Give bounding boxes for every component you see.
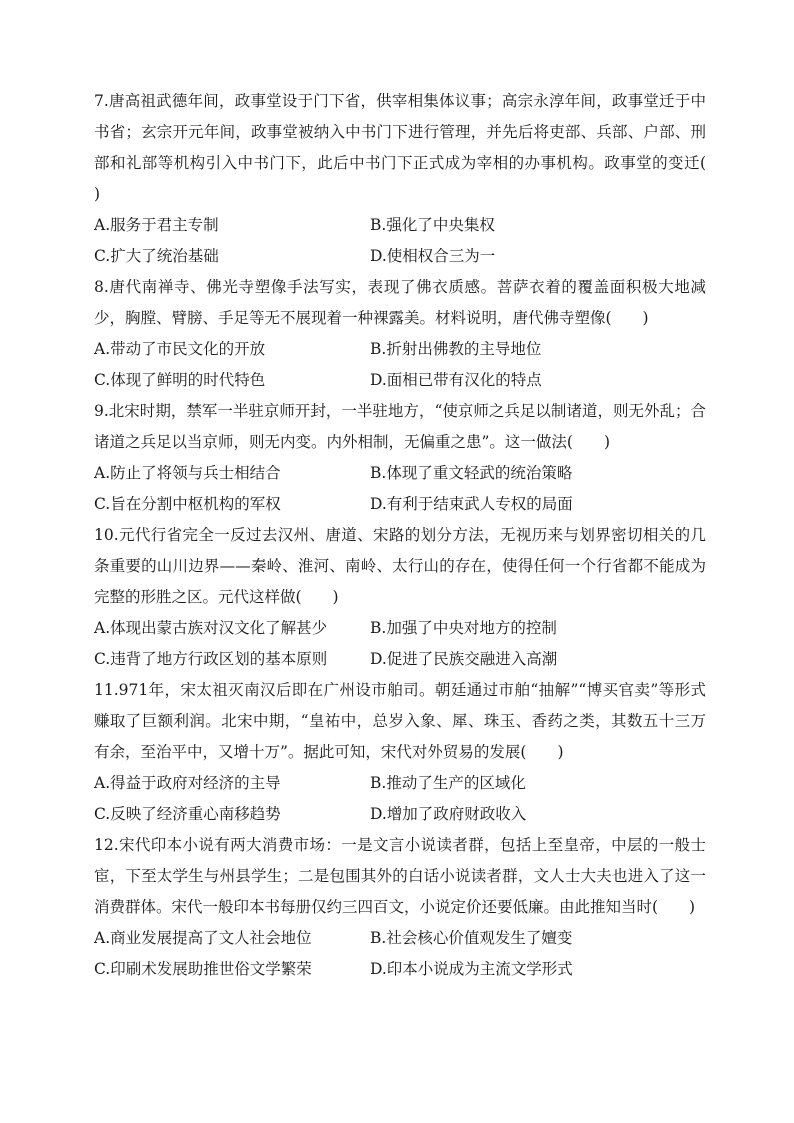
option-c: C.反映了经济重心南移趋势 [94, 805, 281, 823]
question-stem: 9.北宋时期，禁军一半驻京师开封，一半驻地方，“使京师之兵足以制诸道，则无外乱；合诸道之兵足以当京师，则无内变。内外相制，无偏重之患”。这一做法( ) [94, 402, 706, 451]
option-row [94, 768, 706, 799]
option-row [94, 334, 706, 365]
option-c: C.体现了鲜明的时代特色 [94, 371, 266, 389]
option-c: C.扩大了统治基础 [94, 247, 219, 265]
option-b: B.推动了生产的区域化 [370, 774, 526, 792]
option-d: D.印本小说成为主流文学形式 [370, 960, 573, 978]
option-c: C.旨在分割中枢机构的军权 [94, 495, 281, 513]
option-a: A.得益于政府对经济的主导 [94, 774, 281, 792]
option-a: A.商业发展提高了文人社会地位 [94, 929, 312, 947]
option-row [94, 489, 706, 520]
option-row [94, 954, 706, 985]
option-row [94, 613, 706, 644]
exam-page [94, 86, 738, 985]
option-d: D.有利于结束武人专权的局面 [370, 495, 573, 513]
question-stem: 7.唐高祖武德年间，政事堂设于门下省，供宰相集体议事；高宗永淳年间，政事堂迁于中书省；玄宗开元年间，政事堂被纳入中书门下进行管理，并先后将吏部、兵部、户部、刑部和礼部等机构引入中书门下，此后中书门下正式成为宰相的办事机构。政事堂的变迁( ) [94, 92, 738, 203]
question-stem: 10.元代行省完全一反过去汉州、唐道、宋路的划分方法，无视历来与划界密切相关的几条重要的山川边界——秦岭、淮河、南岭、太行山的存在，使得任何一个行省都不能成为完整的形胜之区。元代这样做( ) [94, 526, 706, 606]
option-a: A.体现出蒙古族对汉文化了解甚少 [94, 619, 328, 637]
question-11 [94, 675, 706, 830]
option-row [94, 458, 706, 489]
question-stem: 12.宋代印本小说有两大消费市场：一是文言小说读者群，包括上至皇帝，中层的一般士宦，下至太学生与州县学生；二是包围其外的白话小说读者群，文人士大夫也进入了这一消费群体。宋代一般印本书每册仅约三四百文，小说定价还要低廉。由此推知当时( ) [94, 836, 706, 916]
option-c: C.违背了地方行政区划的基本原则 [94, 650, 328, 668]
option-b: B.社会核心价值观发生了嬗变 [370, 929, 573, 947]
option-d: D.使相权合三为一 [370, 247, 496, 265]
option-b: B.加强了中央对地方的控制 [370, 619, 557, 637]
question-10 [94, 520, 706, 675]
option-d: D.增加了政府财政收入 [370, 805, 527, 823]
option-row [94, 799, 706, 830]
question-stem: 11.971年，宋太祖灭南汉后即在广州设市舶司。朝廷通过市舶“抽解”“博买官卖”等形式赚取了巨额利润。北宋中期，“皇祐中，总岁入象、犀、珠玉、香药之类，其数五十三万有余，至治平中，又增十万”。据此可知，宋代对外贸易的发展( ) [94, 681, 706, 761]
option-a: A.服务于君主专制 [94, 216, 219, 234]
option-a: A.防止了将领与兵士相结合 [94, 464, 281, 482]
question-8 [94, 272, 706, 396]
option-b: B.强化了中央集权 [370, 216, 495, 234]
option-b: B.折射出佛教的主导地位 [370, 340, 542, 358]
option-d: D.面相已带有汉化的特点 [370, 371, 542, 389]
option-d: D.促进了民族交融进入高潮 [370, 650, 558, 668]
question-7 [94, 86, 738, 272]
question-9 [94, 396, 706, 520]
question-12 [94, 830, 706, 985]
option-row [94, 210, 706, 241]
option-b: B.体现了重文轻武的统治策略 [370, 464, 573, 482]
option-row [94, 644, 706, 675]
option-c: C.印刷术发展助推世俗文学繁荣 [94, 960, 312, 978]
option-a: A.带动了市民文化的开放 [94, 340, 266, 358]
option-row [94, 365, 706, 396]
option-row [94, 241, 706, 272]
question-stem: 8.唐代南禅寺、佛光寺塑像手法写实，表现了佛衣质感。菩萨衣着的覆盖面积极大地减少，胸膛、臂膀、手足等无不展现着一种裸露美。材料说明，唐代佛寺塑像( ) [94, 278, 706, 327]
option-row [94, 923, 706, 954]
